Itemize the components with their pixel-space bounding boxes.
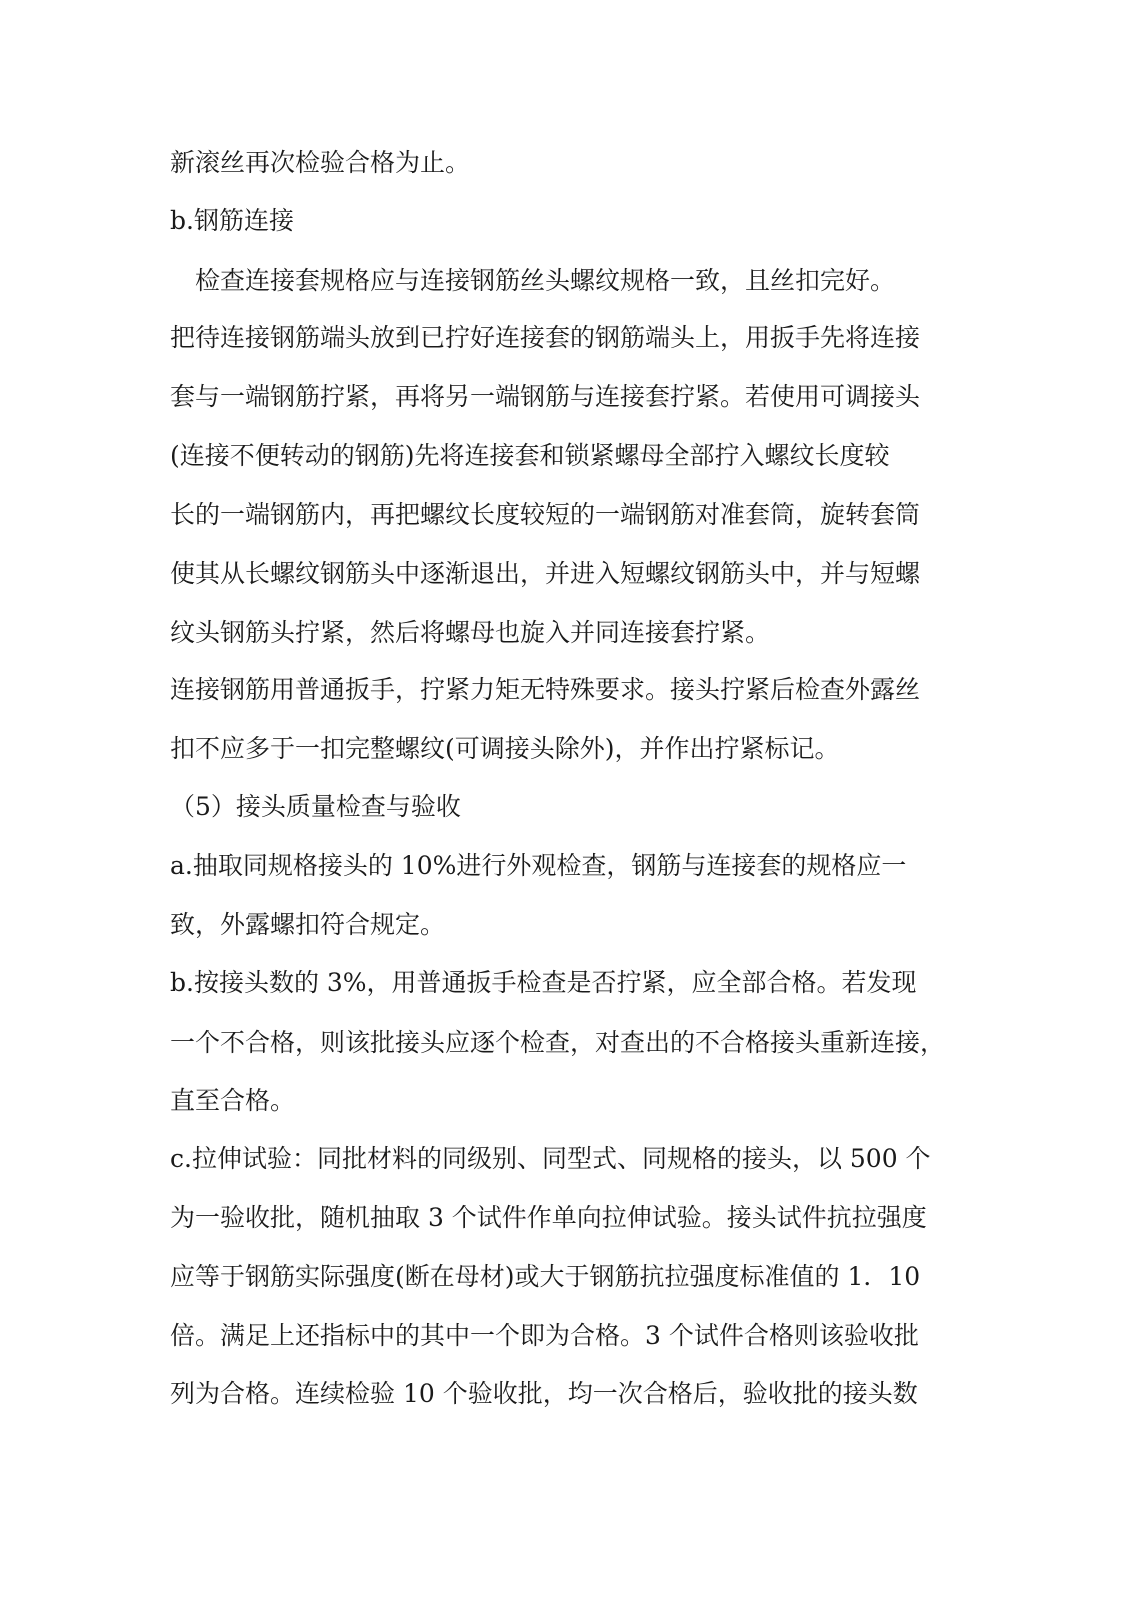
- text-line-22: 列为合格。连续检验 10 个验收批，均一次合格后，验收批的接头数: [170, 1379, 918, 1408]
- text-line-11: 扣不应多于一扣完整螺纹(可调接头除外)，并作出拧紧标记。: [170, 734, 840, 763]
- text-line-17: 直至合格。: [170, 1086, 296, 1115]
- text-line-1: 新滚丝再次检验合格为止。: [170, 148, 471, 177]
- text-line-7: 长的一端钢筋内，再把螺纹长度较短的一端钢筋对准套筒，旋转套筒: [170, 500, 921, 529]
- text-line-9: 纹头钢筋头拧紧，然后将螺母也旋入并同连接套拧紧。: [170, 618, 771, 647]
- text-line-16: 一个不合格，则该批接头应逐个检查，对查出的不合格接头重新连接，: [170, 1028, 946, 1057]
- text-line-18: c.拉伸试验：同批材料的同级别、同型式、同规格的接头，以 500 个: [170, 1144, 931, 1173]
- text-line-21: 倍。满足上还指标中的其中一个即为合格。3 个试件合格则该验收批: [170, 1321, 919, 1350]
- text-line-15: b.按接头数的 3%，用普通扳手检查是否拧紧，应全部合格。若发现: [170, 968, 917, 997]
- text-line-3: 检查连接套规格应与连接钢筋丝头螺纹规格一致，且丝扣完好。: [195, 266, 896, 295]
- text-line-4: 把待连接钢筋端头放到已拧好连接套的钢筋端头上，用扳手先将连接: [170, 323, 921, 352]
- text-line-19: 为一验收批，随机抽取 3 个试件作单向拉伸试验。接头试件抗拉强度: [170, 1203, 927, 1232]
- text-line-6: (连接不便转动的钢筋)先将连接套和锁紧螺母全部拧入螺纹长度较: [170, 441, 890, 470]
- text-line-5: 套与一端钢筋拧紧，再将另一端钢筋与连接套拧紧。若使用可调接头: [170, 382, 921, 411]
- text-line-14: 致，外露螺扣符合规定。: [170, 910, 446, 939]
- text-line-10: 连接钢筋用普通扳手，拧紧力矩无特殊要求。接头拧紧后检查外露丝: [170, 675, 921, 704]
- section-heading-5: （5）接头质量检查与验收: [170, 792, 461, 821]
- text-line-20: 应等于钢筋实际强度(断在母材)或大于钢筋抗拉强度标准值的 1．10: [170, 1262, 921, 1291]
- text-line-8: 使其从长螺纹钢筋头中逐渐退出，并进入短螺纹钢筋头中，并与短螺: [170, 559, 921, 588]
- text-line-13: a.抽取同规格接头的 10%进行外观检查，钢筋与连接套的规格应一: [170, 851, 907, 880]
- subheading-rebar-connection: b.钢筋连接: [170, 206, 294, 235]
